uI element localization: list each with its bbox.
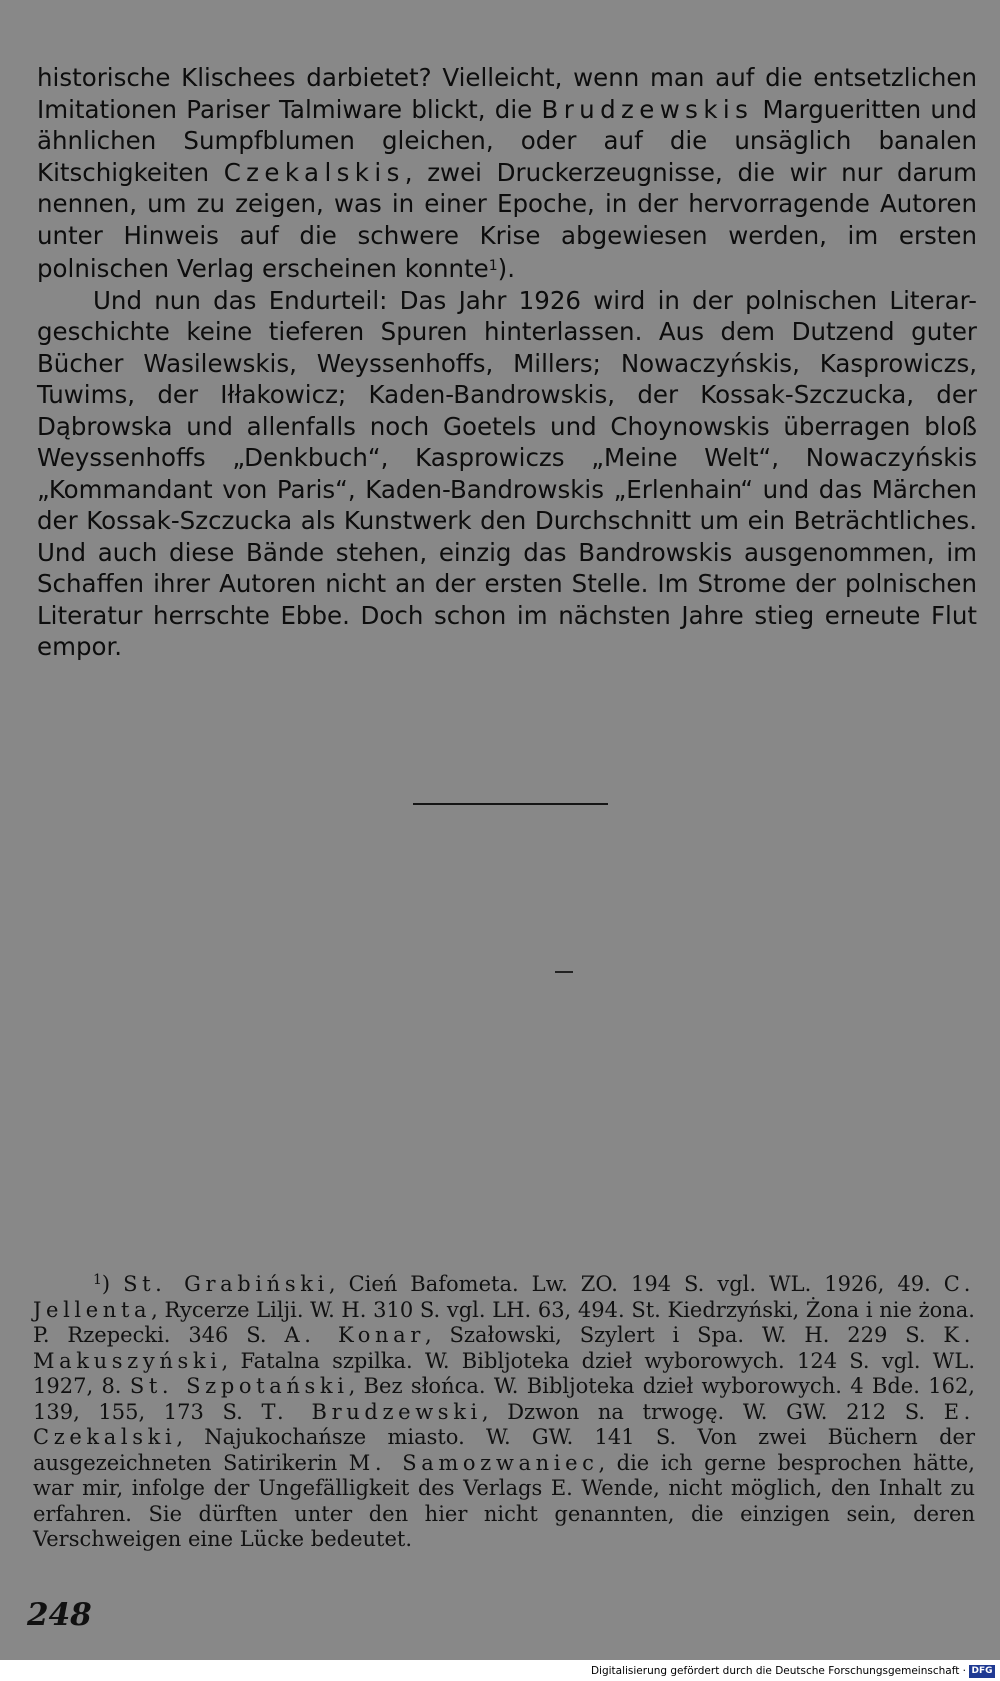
footnote-author: E. Czekalski [33,1399,975,1449]
footnote-author: K. Makuszyński [33,1323,976,1373]
paragraph-1-text: Margueritten und ähnlichen Sumpfblumen gleichen, oder auf die unsäglich banalen Kitschigkeiten [37,94,977,187]
footnote-author: M. Samozwaniec [348,1450,599,1475]
paragraph-1 [37,62,977,285]
footnote-text: ) [101,1272,124,1296]
paragraph-1-text: , zwei Druckerzeugnisse, die wir nur darum nennen, um zu zeigen, was in einer Epoche, in der hervorragende Autoren unter Hinweis auf die schwere Krise abgewiesen werden, im ersten polnischen Verlag erscheinen konnte [37,157,978,283]
spaced-name-brudzewskis: Brudzewskis [541,94,754,124]
footnote-author: St. Szpotański [129,1374,349,1398]
footnote-text: , Rycerze Lilji. W. H. 310 S. vgl. LH. 63, 494. St. Kiedrzyński, Żona i nie żona. P. Rzepecki. 346 S. [33,1297,975,1347]
footnote-text: , Fatalna szpilka. W. Bibljoteka dzieł wyborowych. 124 S. vgl. WL. 1927, 8. [33,1348,975,1398]
footnote-text: , Bez słońca. W. Bibljoteka dzieł wyborowych. 4 Bde. 162, 139, 155, 173 S. [33,1374,975,1424]
footnote-author: C. Jellenta [33,1272,975,1322]
scan-speck [555,971,573,973]
footnote [33,1268,975,1553]
paragraph-1-text: ). [497,254,516,283]
main-text [37,62,977,663]
digitization-credit: Digitalisierung gefördert durch die Deutsche Forschungsgemeinschaft · [590,1665,966,1677]
footnote-marker: 1 [93,1272,102,1288]
footnote-text: , die ich gerne besprochen hätte, war mir, infolge der Ungefälligkeit des Verlags E. Wende, nicht möglich, den Inhalt zu erfahren. Sie dürften unter den hier nicht genannten, die einzigen sein, deren Verschweigen eine Lücke bedeutet. [33,1450,975,1551]
footnote-text: , Dzwon na trwogę. W. GW. 212 S. [481,1399,944,1424]
footnote-text: , Najukochańsze miasto. W. GW. 141 S. Von zwei Büchern der ausgezeichneten Satirikerin [33,1425,975,1475]
spaced-name-czekalskis: Czekalskis [223,157,405,187]
paragraph-1-text: historische Klischees darbietet? Vielleicht, wenn man auf die entsetzlichen Imitationen Pariser Talmiware blickt, die [37,63,977,124]
footnote-author: T. Brudzewski [261,1399,482,1424]
footnote-paragraph [33,1268,975,1553]
footnote-author: A. Konar [284,1323,425,1347]
paragraph-2: Und nun das Endurteil: Das Jahr 1926 wird in der polnischen Literar- geschichte keine tieferen Spuren hinterlassen. Aus dem Dutzend guter Bücher Wasilewskis, Weyssenhoffs, Millers; Nowaczyńskis, Kasprowiczs, Tuwims, der Iłłakowicz; Kaden-Bandrowskis, der Kossak-Szczucka, der Dąbrowska und allenfalls noch Goetels und Choynowskis überragen bloß Weyssenhoffs „Denkbuch“, Kasprowiczs „Meine Welt“, Nowaczyńskis „Kommandant von Paris“, Kaden-Bandrowskis „Erlenhain“ und das Märchen der Kossak-Szczucka als Kunstwerk den Durchschnitt um ein Beträchtliches. Und auch diese Bände stehen, einzig das Bandrowskis ausgenommen, im Schaffen ihrer Autoren nicht an der ersten Stelle. Im Strome der polnischen Literatur herrschte Ebbe. Doch schon im nächsten Jahre stieg erneute Flut empor. [37,285,977,661]
footnote-reference: 1 [488,258,498,274]
section-divider [413,803,608,805]
footnote-author: St. Grabiński [123,1272,329,1296]
dfg-logo: DFG [969,1665,995,1678]
page-number: 248 [27,1597,92,1633]
footnote-text: , Szałowski, Szylert i Spa. W. H. 229 S. [425,1323,944,1347]
footnote-text: , Cień Bafometa. Lw. ZO. 194 S. vgl. WL. 1926, 49. [328,1272,944,1296]
